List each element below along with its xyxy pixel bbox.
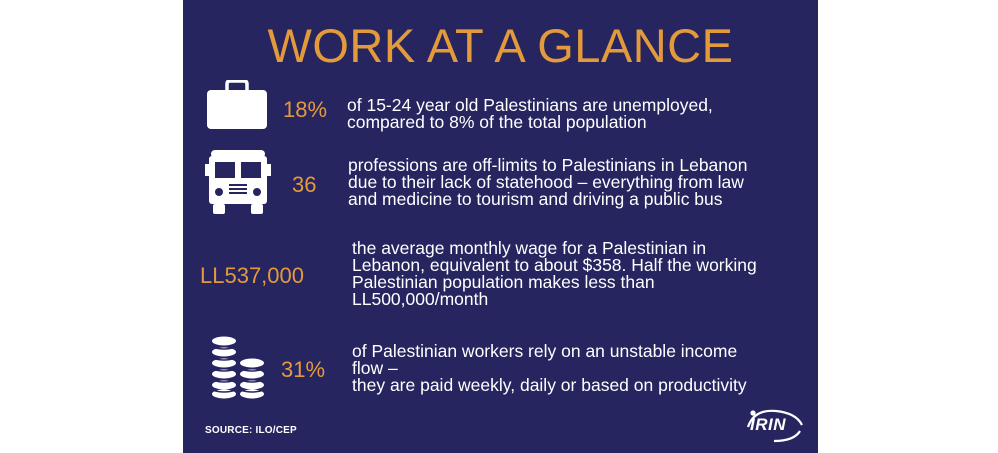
briefcase-icon	[205, 80, 269, 130]
desc-wage: the average monthly wage for a Palestinian in Lebanon, equivalent to about $358. Half the working Palestinian population makes less than LL500,000/month	[352, 238, 757, 309]
bus-icon	[205, 148, 271, 216]
stat-income: 31%	[281, 357, 326, 382]
stat-unemployment: 18%	[283, 97, 328, 122]
infographic-panel	[183, 0, 818, 453]
desc-professions: professions are off-limits to Palestinians in Lebanon due to their lack of statehood – everything from law and medicine to tourism and driving a public bus	[348, 155, 748, 209]
desc-income: of Palestinian workers rely on an unstable income flow – they are paid weekly, daily or based on productivity	[352, 341, 747, 395]
infographic-title: WORK AT A GLANCE	[267, 19, 734, 72]
irin-logo-text: IRIN	[750, 415, 786, 434]
source-note: SOURCE: ILO/CEP	[205, 425, 297, 436]
desc-unemployment: of 15-24 year old Palestinians are unemployed, compared to 8% of the total population	[347, 95, 713, 132]
stat-professions: 36	[292, 172, 317, 197]
coins-icon	[211, 335, 267, 399]
stat-wage: LL537,000	[200, 263, 304, 288]
irin-logo	[744, 405, 806, 450]
